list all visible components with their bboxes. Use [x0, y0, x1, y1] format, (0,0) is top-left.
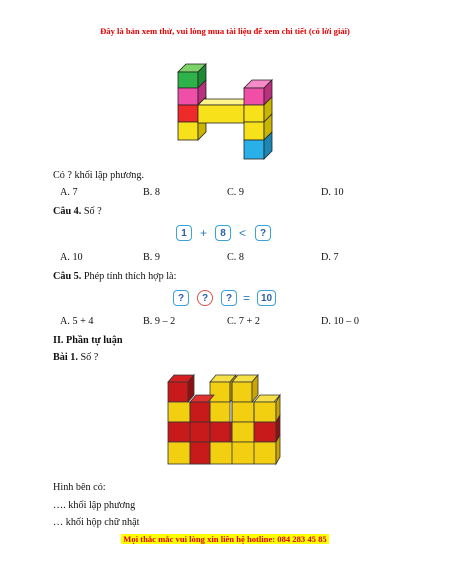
q5-box-result: 10	[257, 290, 276, 306]
q5-box-op[interactable]: ?	[197, 290, 213, 306]
q4-option-a[interactable]: A. 10	[60, 252, 83, 263]
q5-text: Phép tính thích hợp là:	[81, 271, 177, 282]
q3-option-b[interactable]: B. 8	[143, 187, 160, 198]
q4-option-b[interactable]: B. 9	[143, 252, 160, 263]
q4-heading	[53, 206, 102, 217]
q5-box-b[interactable]: ?	[221, 290, 237, 306]
hotline-text: Mọi thắc mắc vui lòng xin liên hệ hotline: 084 283 45 85	[123, 534, 327, 544]
middle-bar	[198, 99, 250, 123]
q3-option-c[interactable]: C. 9	[227, 187, 244, 198]
q5-equals: =	[243, 291, 251, 305]
preview-banner: Đây là bản xem thử, vui lòng mua tài liệu để xem chi tiết (có lời giải)	[100, 26, 350, 36]
q3-option-d[interactable]: D. 10	[321, 187, 344, 198]
q3-option-a[interactable]: A. 7	[60, 187, 78, 198]
q4-expression	[176, 225, 276, 245]
q3-question: Có ? khối lập phương.	[53, 170, 144, 181]
q4-box-a: 1	[176, 225, 192, 241]
b1-intro: Hình bên có:	[53, 482, 106, 493]
q5-option-c[interactable]: C. 7 + 2	[227, 316, 260, 327]
q4-text: Số ?	[81, 206, 102, 217]
q5-option-b[interactable]: B. 9 – 2	[143, 316, 176, 327]
cube-figure-h	[170, 60, 280, 165]
b1-label: Bài 1.	[53, 352, 78, 363]
q5-label: Câu 5.	[53, 271, 82, 282]
q3-options	[0, 187, 450, 201]
b1-line-boxes: … khối hộp chữ nhật	[53, 517, 140, 528]
hotline-banner	[0, 534, 450, 544]
b1-line-cubes: …. khối lập phương	[53, 500, 136, 511]
q5-option-d[interactable]: D. 10 – 0	[321, 316, 359, 327]
q4-option-d[interactable]: D. 7	[321, 252, 339, 263]
q4-plus: +	[200, 226, 208, 240]
b1-text: Số ?	[77, 352, 99, 363]
q4-label: Câu 4.	[53, 206, 82, 217]
q4-options	[0, 252, 450, 266]
q4-box-c[interactable]: ?	[255, 225, 271, 241]
q4-less-than: <	[239, 226, 247, 240]
q5-heading	[53, 271, 176, 282]
block-figure	[160, 370, 295, 475]
section-heading: II. Phần tự luận	[53, 335, 123, 346]
q5-box-a[interactable]: ?	[173, 290, 189, 306]
q5-expression	[173, 290, 283, 310]
b1-heading	[53, 352, 98, 363]
q4-box-b: 8	[215, 225, 231, 241]
q5-options	[0, 316, 450, 330]
q5-option-a[interactable]: A. 5 + 4	[60, 316, 94, 327]
right-column	[244, 80, 272, 159]
q4-option-c[interactable]: C. 8	[227, 252, 244, 263]
